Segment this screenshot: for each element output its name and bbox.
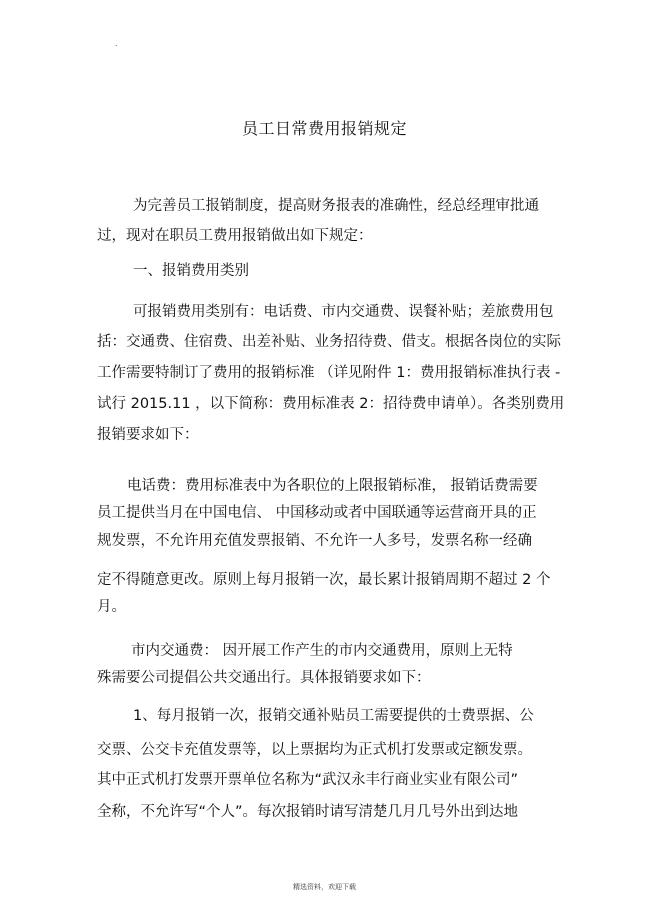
paragraph-line: 规发票，不允许用充值发票报销、不允许一人多号，发票名称一经确 xyxy=(97,533,532,549)
page-footer: 精选资料，欢迎下载 xyxy=(293,883,356,891)
paragraph-line: 为完善员工报销制度，提高财务报表的准确性，经总经理审批通 xyxy=(133,198,539,214)
paragraph-line: 工作需要特制订了费用的报销标准 （详见附件 1：费用报销标准执行表 - xyxy=(97,365,561,381)
section-heading: 一、报销费用类别 xyxy=(133,263,249,279)
paragraph-line: 电话费：费用标准表中为各职位的上限报销标准， 报销话费需要 xyxy=(127,478,538,494)
paragraph-line: 括：交通费、住宿费、出差补贴、业务招待费、借支。根据各岗位的实际 xyxy=(97,334,561,350)
paragraph-line: 1、每月报销一次，报销交通补贴员工需要提供的士费票据、公 xyxy=(133,708,534,724)
paragraph-line: 定不得随意更改。原则上每月报销一次，最长累计报销周期不超过 2 个 xyxy=(97,572,551,588)
paragraph-line: 殊需要公司提倡公共交通出行。具体报销要求如下： xyxy=(97,670,431,686)
paragraph-line: 交票、公交卡充值发票等，以上票据均为正式机打发票或定额发票。 xyxy=(97,742,532,758)
paragraph-line: 员工提供当月在中国电信、 中国移动或者中国联通等运营商开具的正 xyxy=(97,505,537,521)
page-marker: . xyxy=(115,39,118,48)
paragraph-line: 其中正式机打发票开票单位名称为“武汉永丰行商业实业有限公司” xyxy=(97,772,519,788)
paragraph-line: 过，现对在职员工费用报销做出如下规定： xyxy=(97,228,373,244)
paragraph-line: 试行 2015.11 ，以下简称：费用标准表 2：招待费申请单）。各类别费用 xyxy=(97,396,565,412)
document-title: 员工日常费用报销规定 xyxy=(241,119,407,138)
paragraph-line: 全称，不允许写“个人”。每次报销时请写清楚几月几号外出到达地 xyxy=(97,804,519,820)
paragraph-line: 可报销费用类别有：电话费、市内交通费、误餐补贴；差旅费用包 xyxy=(133,304,554,320)
paragraph-line: 报销要求如下： xyxy=(97,427,199,443)
paragraph-line: 月。 xyxy=(97,599,126,615)
paragraph-line: 市内交通费： 因开展工作产生的市内交通费用，原则上无特 xyxy=(131,643,513,659)
